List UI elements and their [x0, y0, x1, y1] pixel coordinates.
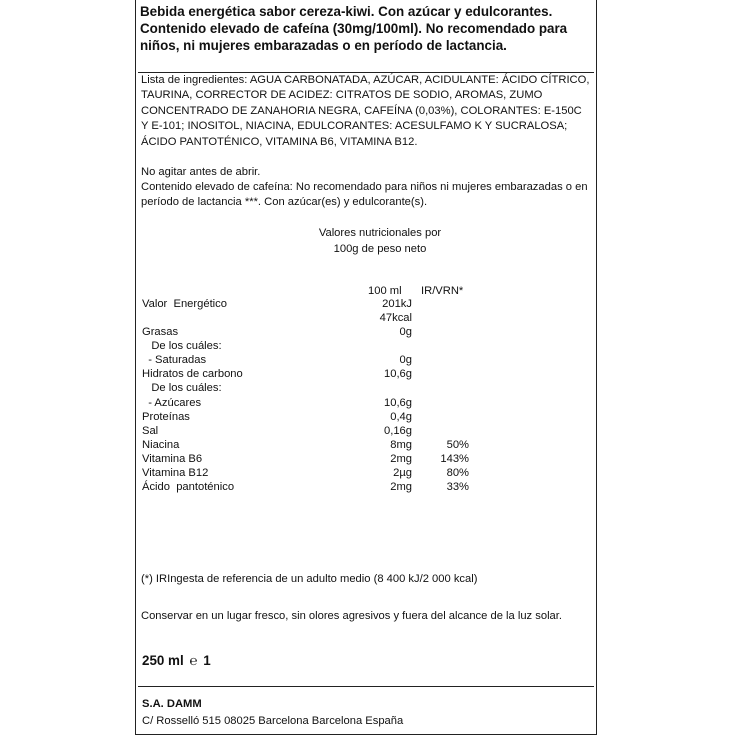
column-header-100ml: 100 ml [368, 285, 402, 297]
ir-footnote: (*) IRIngesta de referencia de un adulto medio (8 400 kJ/2 000 kcal) [141, 573, 478, 585]
nutrient-quantity: 201kJ [382, 298, 412, 310]
nutrient-label: Valor Energético [142, 298, 227, 310]
nutrient-quantity: 0,4g [390, 411, 412, 423]
nutrient-quantity: 10,6g [384, 397, 412, 409]
nutrient-ir-percent: 33% [446, 481, 469, 493]
nutrient-label: Niacina [142, 439, 180, 451]
nutrient-label: Proteínas [142, 411, 190, 423]
nutrient-quantity: 0g [399, 326, 412, 338]
nutrition-heading-line2: 100g de peso neto [333, 243, 427, 255]
nutrient-ir-percent: 80% [446, 467, 469, 479]
volume-line [142, 654, 211, 668]
nutrient-label: Vitamina B12 [142, 467, 209, 479]
product-description: Bebida energética sabor cereza-kiwi. Con azúcar y edulcorantes. Contenido elevado de cafeína (30mg/100ml). No recomendado para niños, ni mujeres embarazadas o en período de lactancia. [140, 4, 568, 54]
nutrient-quantity: 2µg [393, 467, 412, 479]
nutrient-label: Hidratos de carbono [142, 368, 243, 380]
nutrient-ir-percent: 143% [440, 453, 469, 465]
nutrient-quantity: 2mg [390, 481, 412, 493]
storage-instructions: Conservar en un lugar fresco, sin olores agresivos y fuera del alcance de la luz solar. [141, 610, 562, 622]
nutrient-quantity: 47kcal [379, 312, 412, 324]
nutrient-label: Ácido pantoténico [142, 481, 235, 493]
caffeine-warning: Contenido elevado de cafeína: No recomendado para niños ni mujeres embarazadas o en período de lactancia ***. Con azúcar(es) y edulcorante(s). [141, 181, 588, 209]
column-header-ir: IR/VRN* [421, 285, 464, 297]
nutrient-label: Sal [142, 425, 159, 437]
nutrient-label: De los cuáles: [142, 340, 222, 352]
ingredients-list: Lista de ingredientes: AGUA CARBONATADA, AZÚCAR, ACIDULANTE: ÁCIDO CÍTRICO, TAURINA, CORRECTOR DE ACIDEZ: CITRATOS DE SODIO, AROMAS, ZUMO CONCENTRADO DE ZANAHORIA NEGRA, CAFEÍNA (0,03%), COLORANTES: E-150C Y E-101; INOSITOL, NIACINA, EDULCORANTES: ACESULFAMO K Y SUCRALOSA; ÁCIDO PANTOTÉNICO, VITAMINA B6, VITAMINA B12. [141, 74, 590, 148]
nutrient-label: Vitamina B6 [142, 453, 203, 465]
company-address: C/ Rosselló 515 08025 Barcelona Barcelona España [142, 715, 404, 727]
nutrient-quantity: 0,16g [384, 425, 412, 437]
nutrient-label: De los cuáles: [142, 382, 222, 394]
nutrient-label: - Saturadas [142, 354, 207, 366]
nutrient-quantity: 0g [399, 354, 412, 366]
nutrition-heading-line1: Valores nutricionales por [318, 227, 442, 239]
nutrient-quantity: 8mg [390, 439, 412, 451]
divider-bottom [138, 686, 594, 687]
nutrient-label: Grasas [142, 326, 179, 338]
net-volume: 250 ml [142, 653, 184, 668]
nutrient-quantity: 2mg [390, 453, 412, 465]
shake-warning: No agitar antes de abrir. [141, 166, 261, 178]
nutrient-label: - Azúcares [142, 397, 202, 409]
estimated-sign-icon: ℮ [189, 653, 198, 668]
company-name: S.A. DAMM [142, 698, 202, 710]
nutrition-heading [300, 225, 460, 257]
nutrient-quantity: 10,6g [384, 368, 412, 380]
unit-count: 1 [203, 653, 211, 668]
nutrient-ir-percent: 50% [446, 439, 469, 451]
